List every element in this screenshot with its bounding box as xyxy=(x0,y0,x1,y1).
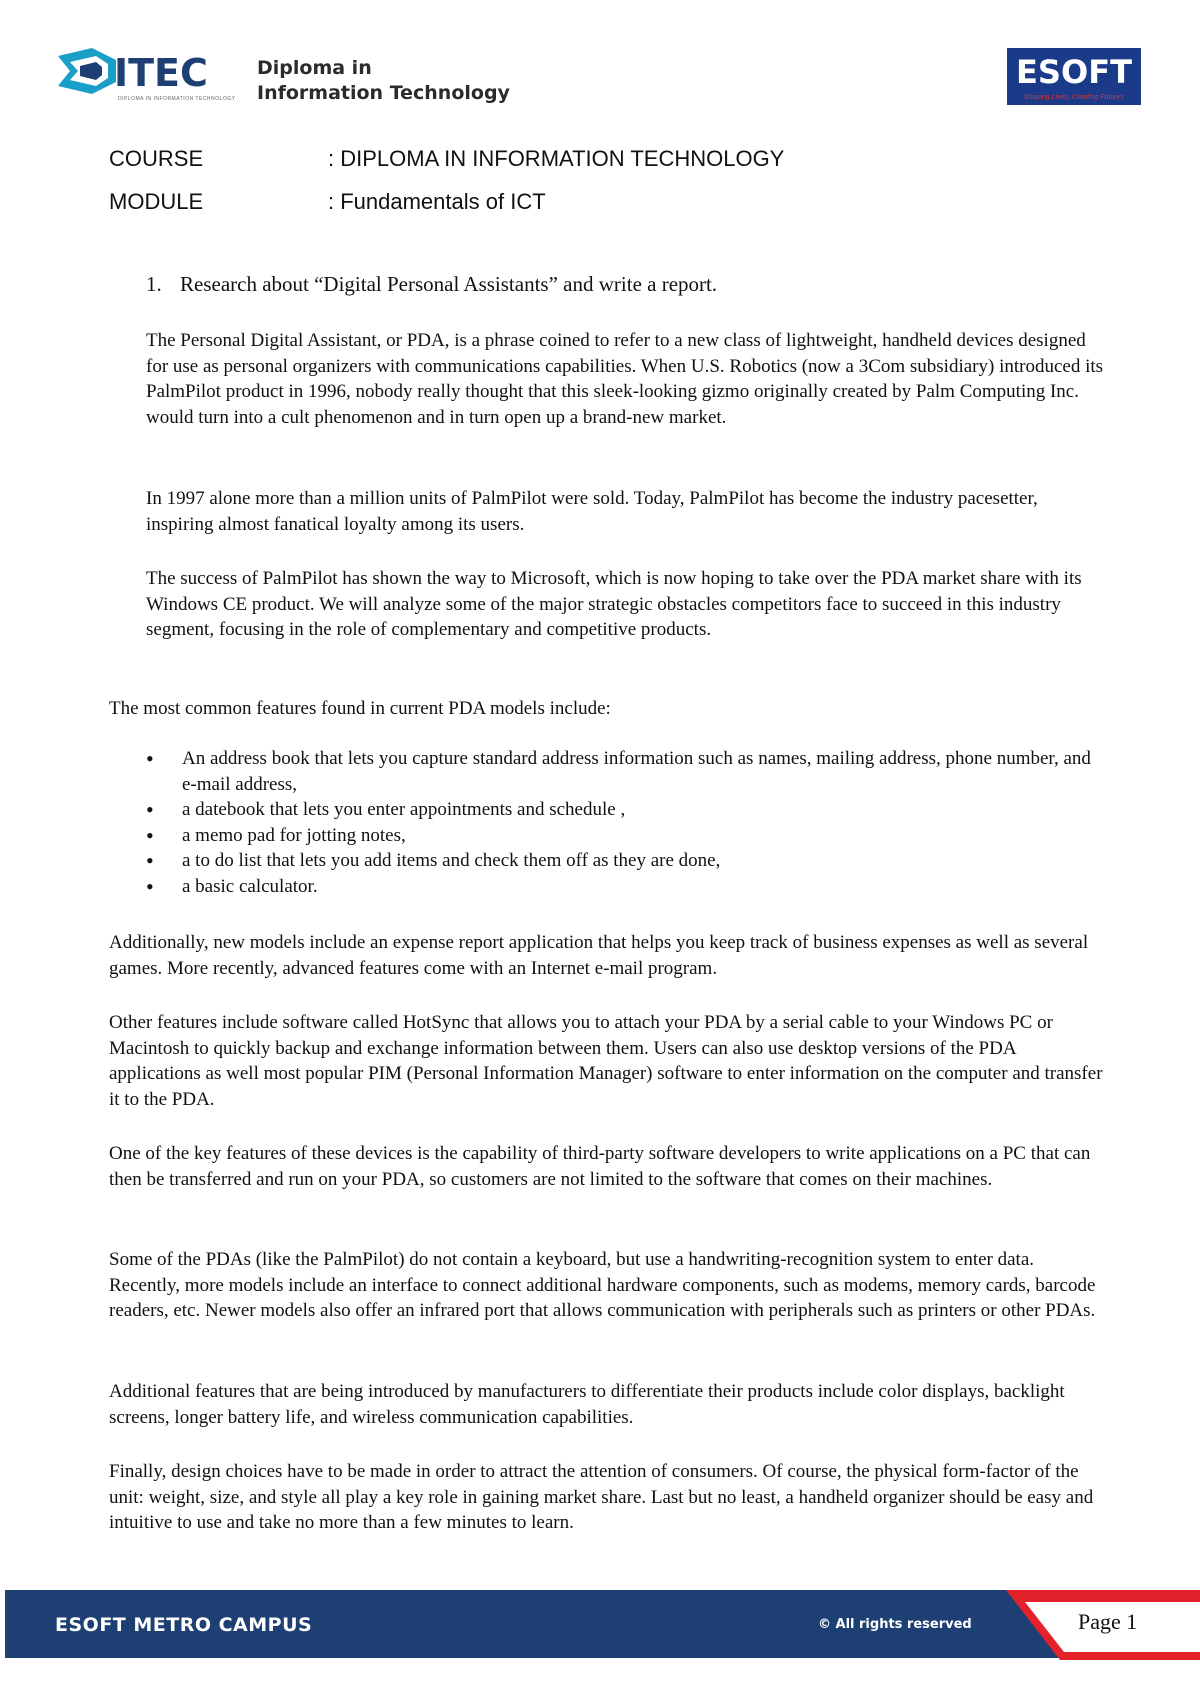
diploma-title xyxy=(257,56,510,106)
list-item: • a to do list that lets you add items and check them off as they are done, xyxy=(146,848,1106,874)
ditec-logo-caption: DIPLOMA IN INFORMATION TECHNOLOGY xyxy=(118,96,236,102)
paragraph-hotsync: Other features include software called HotSync that allows you to attach your PDA by a serial cable to your Windows PC or Macintosh to quickly backup and exchange information between them. Users can also use desktop versions of the PDA applications as well most popular PIM (Personal Information Manager) software to enter information on the computer and transfer it to the PDA. xyxy=(109,1012,1103,1110)
diploma-title-line1: Diploma in xyxy=(257,57,372,79)
page-header xyxy=(0,0,1200,130)
esoft-logo-text: ESOFT xyxy=(1016,53,1133,88)
paragraph-features-intro: The most common features found in current PDA models include: xyxy=(109,698,611,719)
paragraph-intro: The Personal Digital Assistant, or PDA, is a phrase coined to refer to a new class of lightweight, handheld devices designed for use as personal organizers with communications capabilities. When U.S. Robotics (now a 3Com subsidiary) introduced its PalmPilot product in 1996, nobody really thought that this sleek-looking gizmo originally created by Palm Computing Inc. would turn into a cult phenomenon and in turn open up a brand-new market. xyxy=(146,330,1104,428)
paragraph-success: The success of PalmPilot has shown the way to Microsoft, which is now hoping to take over the PDA market share with its Windows CE product. We will analyze some of the major strategic obstacles competitors face to succeed in this industry segment, focusing in the role of complementary and competitive products. xyxy=(146,568,1082,640)
list-item: • a basic calculator. xyxy=(146,874,1106,900)
ditec-logo xyxy=(56,46,236,116)
paragraph-third-party: One of the key features of these devices is the capability of third-party software developers to write applications on a PC that can then be transferred and run on your PDA, so customers are not limited to the software that comes on their machines. xyxy=(109,1143,1091,1190)
module-label: MODULE xyxy=(109,189,204,214)
paragraph-handwriting: Some of the PDAs (like the PalmPilot) do not contain a keyboard, but use a handwriting-recognition system to enter data. Recently, more models include an interface to connect additional hardware components, such as modems, memory cards, barcode readers, etc. Newer models also offer an infrared port that allows communication with peripherals such as printers or other PDAs. xyxy=(109,1249,1096,1321)
list-item: • An address book that lets you capture standard address information such as names, mailing address, phone number, and e-mail address, xyxy=(146,746,1106,797)
paragraph-design: Finally, design choices have to be made in order to attract the attention of consumers. Of course, the physical form-factor of the unit: weight, size, and style all play a key role in gaining market share. Last but no least, a handheld organizer should be easy and intuitive to use and take no more than a few minutes to learn. xyxy=(109,1461,1094,1533)
esoft-logo xyxy=(1007,48,1141,105)
page-number: Page 1 xyxy=(1078,1609,1138,1634)
diploma-title-line2: Information Technology xyxy=(257,82,510,104)
course-value: : DIPLOMA IN INFORMATION TECHNOLOGY xyxy=(328,146,785,171)
module-value: : Fundamentals of ICT xyxy=(328,189,546,214)
ditec-logo-text: ITEC xyxy=(114,51,208,95)
paragraph-sales: In 1997 alone more than a million units of PalmPilot were sold. Today, PalmPilot has become the industry pacesetter, inspiring almost fanatical loyalty among its users. xyxy=(146,488,1038,535)
list-item: • a memo pad for jotting notes, xyxy=(146,823,1106,849)
footer-rights: © All rights reserved xyxy=(818,1617,972,1632)
features-list xyxy=(146,746,1106,899)
paragraph-new-features: Additional features that are being introduced by manufacturers to differentiate their products include color displays, backlight screens, longer battery life, and wireless communication capabilities. xyxy=(109,1381,1065,1428)
question-text: Research about “Digital Personal Assistants” and write a report. xyxy=(180,272,718,296)
question-number: 1. xyxy=(146,272,162,296)
esoft-tagline: Shaping Lives, Creating Futures xyxy=(1024,94,1124,101)
list-item: • a datebook that lets you enter appointments and schedule , xyxy=(146,797,1106,823)
question-heading xyxy=(146,272,717,297)
page-footer xyxy=(0,1590,1200,1660)
paragraph-additional: Additionally, new models include an expense report application that helps you keep track of business expenses as well as several games. More recently, advanced features come with an Internet e-mail program. xyxy=(109,932,1089,979)
esoft-logo-mark xyxy=(1013,52,1135,88)
course-label: COURSE xyxy=(109,146,204,171)
footer-campus: ESOFT METRO CAMPUS xyxy=(55,1614,313,1636)
ditec-logo-mark xyxy=(56,46,236,96)
